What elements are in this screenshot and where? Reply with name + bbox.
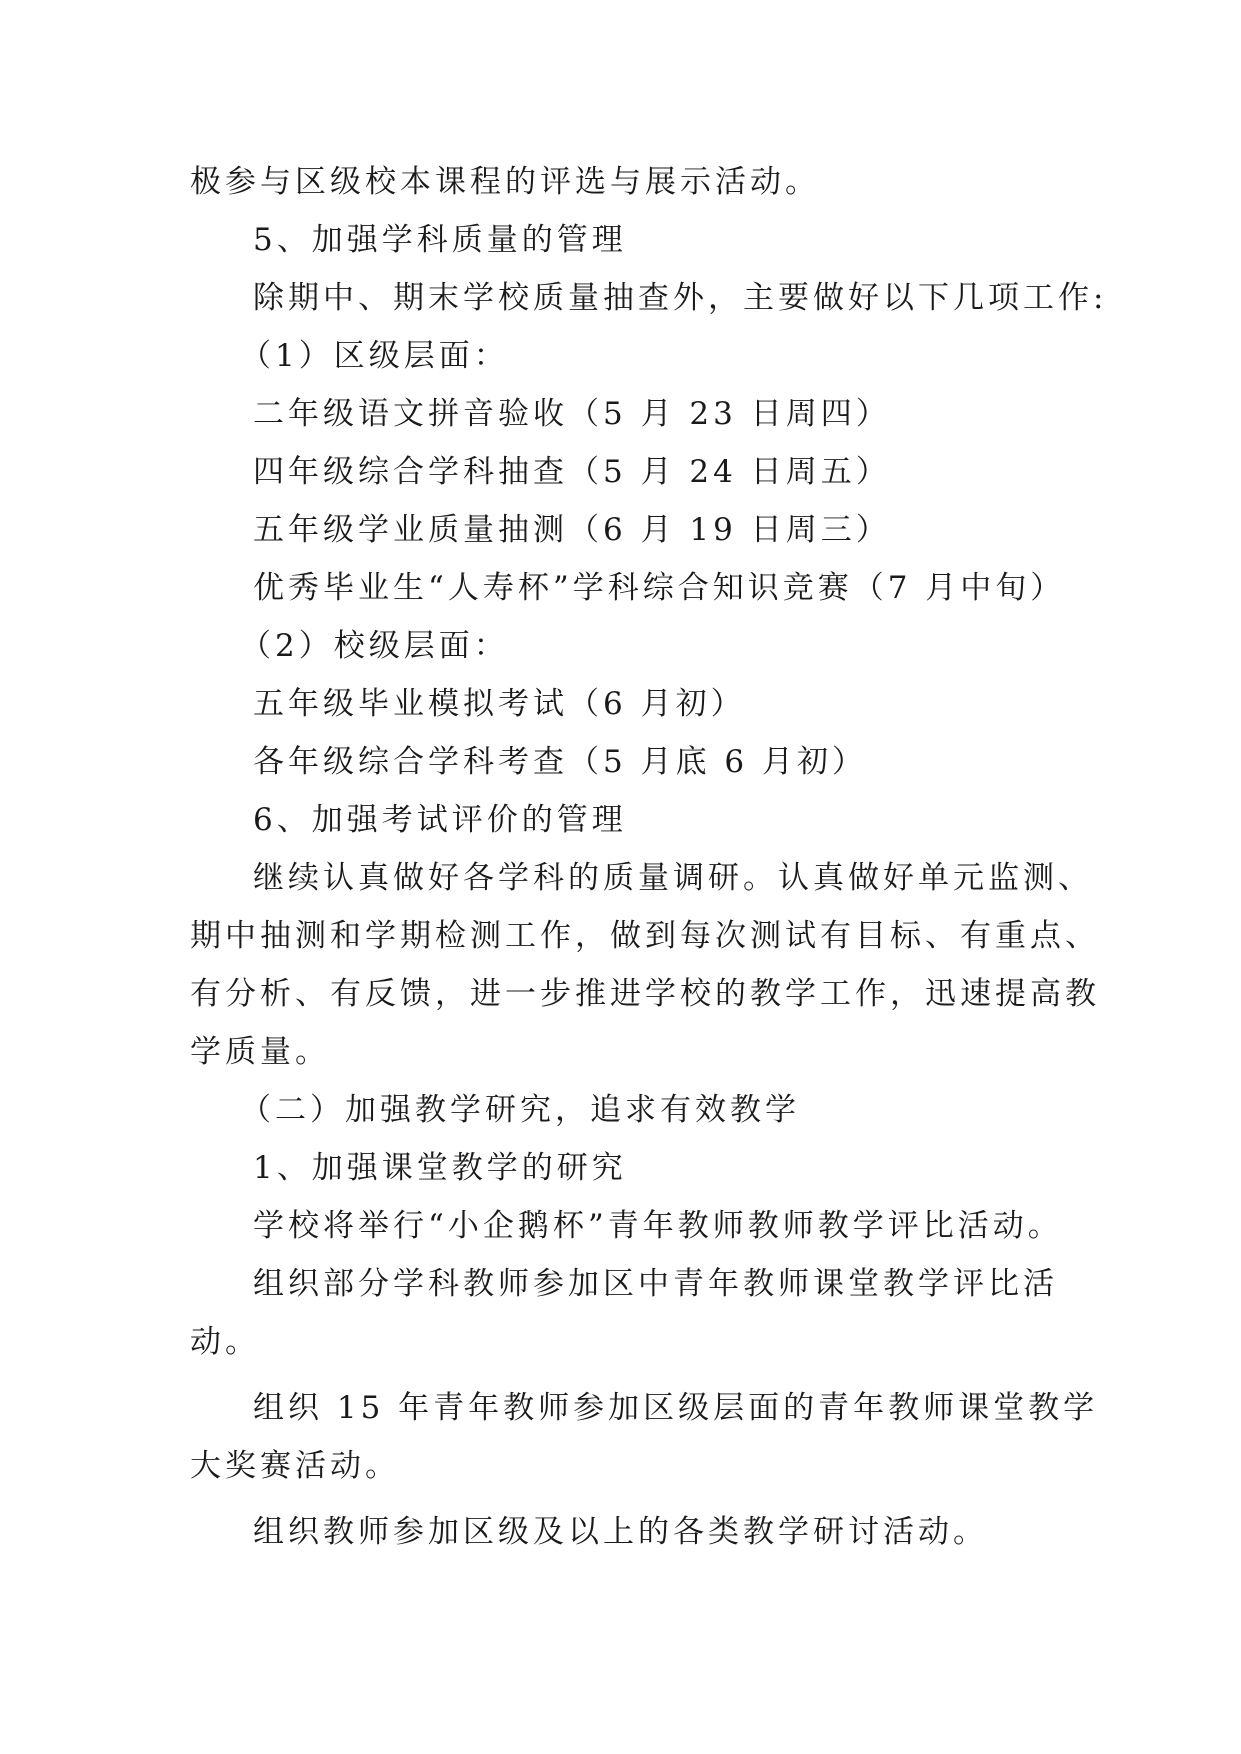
- section-heading: 1、加强课堂教学的研究: [253, 1150, 627, 1186]
- list-item: 五年级毕业模拟考试（6 月初）: [253, 686, 746, 722]
- section-heading: 6、加强考试评价的管理: [253, 802, 627, 838]
- list-item: 各年级综合学科考查（5 月底 6 月初）: [253, 744, 868, 780]
- paragraph-line: 有分析、有反馈，进一步推进学校的教学工作，迅速提高教: [190, 976, 1100, 1012]
- list-item: 四年级综合学科抽查（5 月 24 日周五）: [253, 454, 891, 490]
- section-heading: 5、加强学科质量的管理: [253, 222, 627, 258]
- list-item: 优秀毕业生“人寿杯”学科综合知识竞赛（7 月中旬）: [253, 570, 1066, 606]
- subsection-heading: （1）区级层面：: [240, 338, 509, 374]
- paragraph-line: 除期中、期末学校质量抽查外，主要做好以下几项工作:: [253, 280, 1108, 316]
- paragraph-line: 组织部分学科教师参加区中青年教师课堂教学评比活: [253, 1266, 1058, 1302]
- paragraph-line: 大奖赛活动。: [190, 1448, 400, 1484]
- paragraph-line: 期中抽测和学期检测工作，做到每次测试有目标、有重点、: [190, 918, 1100, 954]
- paragraph-line: 组织教师参加区级及以上的各类教学研讨活动。: [253, 1514, 988, 1550]
- paragraph-line: 组织 15 年青年教师参加区级层面的青年教师课堂教学: [253, 1390, 1099, 1426]
- paragraph-line: 学校将举行“小企鹅杯”青年教师教师教学评比活动。: [253, 1208, 1063, 1244]
- list-item: 二年级语文拼音验收（5 月 23 日周四）: [253, 396, 891, 432]
- paragraph-line: 动。: [190, 1324, 260, 1360]
- chapter-heading: （二）加强教学研究，追求有效教学: [240, 1092, 800, 1128]
- subsection-heading: （2）校级层面：: [240, 628, 509, 664]
- paragraph-line: 继续认真做好各学科的质量调研。认真做好单元监测、: [253, 860, 1093, 896]
- list-item: 五年级学业质量抽测（6 月 19 日周三）: [253, 512, 891, 548]
- paragraph-line: 极参与区级校本课程的评选与展示活动。: [190, 164, 820, 200]
- paragraph-line: 学质量。: [190, 1034, 330, 1070]
